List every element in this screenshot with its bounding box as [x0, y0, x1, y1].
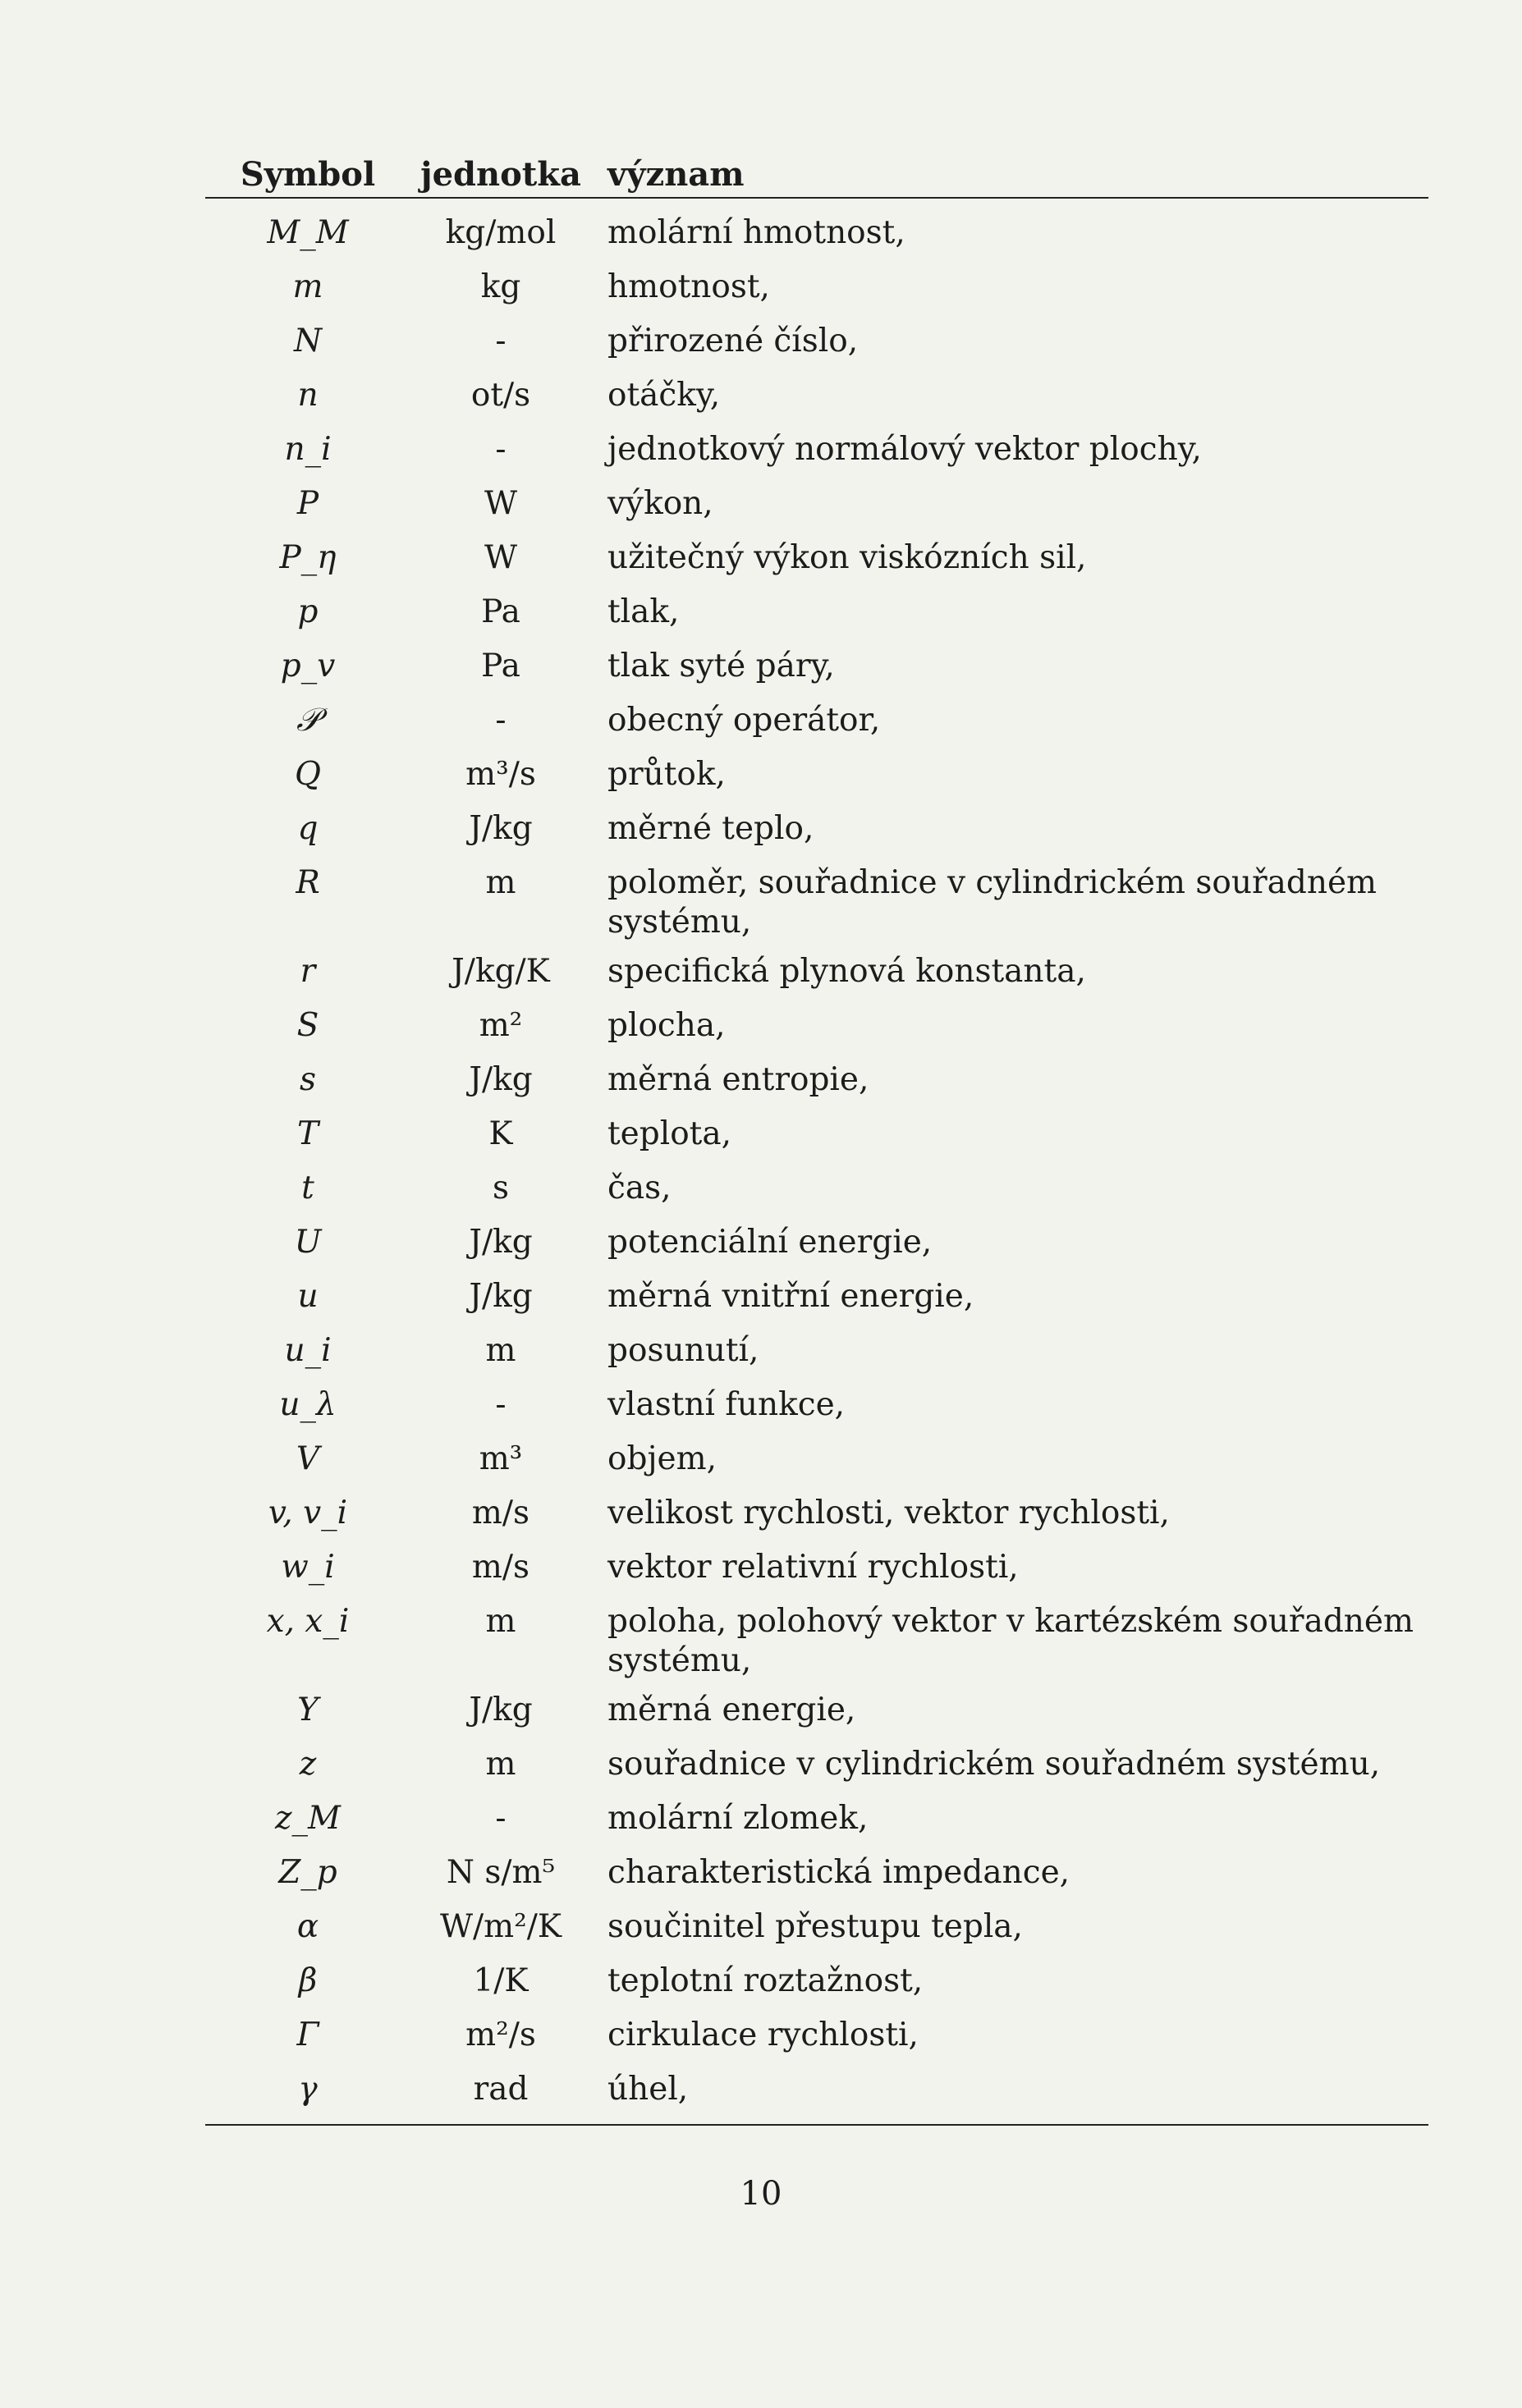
- meaning-cell: součinitel přestupu tepla,: [607, 1908, 1023, 1945]
- symbol-cell: S: [296, 1007, 319, 1044]
- table-row: [205, 1898, 1428, 1952]
- meaning-cell: posunutí,: [607, 1332, 759, 1369]
- table-row: [205, 583, 1428, 637]
- symbol-cell: z_M: [275, 1800, 341, 1837]
- symbol-cell: Q: [295, 756, 321, 793]
- symbol-cell: α: [296, 1908, 319, 1945]
- table-row: [205, 1051, 1428, 1105]
- symbol-cell: v, v_i: [268, 1495, 348, 1531]
- table-row: [205, 854, 1428, 942]
- symbol-cell: p: [297, 593, 319, 630]
- unit-cell: m²/s: [465, 2017, 536, 2053]
- unit-cell: W: [484, 485, 518, 522]
- meaning-cell: vlastní funkce,: [607, 1386, 846, 1423]
- unit-cell: J/kg/K: [452, 953, 550, 990]
- meaning-cell: přirozené číslo,: [607, 323, 859, 359]
- symbol-cell: T: [296, 1115, 319, 1152]
- symbol-cell: P_η: [279, 539, 337, 576]
- header-unit: jednotka: [420, 155, 581, 194]
- symbol-cell: N: [293, 323, 323, 359]
- table-row: [205, 1105, 1428, 1159]
- symbol-cell: Y: [297, 1692, 319, 1728]
- symbol-cell: U: [294, 1224, 322, 1261]
- table-row: [205, 366, 1428, 420]
- unit-cell: m²: [479, 1007, 523, 1044]
- meaning-cell: obecný operátor,: [607, 702, 881, 739]
- unit-cell: kg/mol: [445, 214, 557, 251]
- meaning-cell: otáčky,: [607, 377, 721, 414]
- table-row: [205, 1376, 1428, 1430]
- meaning-cell: poloha, polohový vektor v kartézském souřadném systému,: [607, 1603, 1414, 1679]
- table-row: [205, 799, 1428, 854]
- meaning-cell: teplota,: [607, 1115, 731, 1152]
- table-row: [205, 1321, 1428, 1376]
- table-row: [205, 258, 1428, 312]
- unit-cell: W: [484, 539, 518, 576]
- unit-cell: 1/K: [473, 1962, 529, 1999]
- table-row: [205, 529, 1428, 583]
- meaning-cell: měrná energie,: [607, 1692, 856, 1728]
- unit-cell: m: [485, 1332, 516, 1369]
- unit-cell: m: [485, 864, 516, 901]
- unit-cell: -: [495, 1386, 507, 1423]
- symbol-cell: r: [300, 953, 316, 990]
- symbol-cell: M_M: [267, 214, 349, 251]
- meaning-cell: tlak,: [607, 593, 680, 630]
- unit-cell: Pa: [481, 593, 520, 630]
- symbol-cell: Γ: [296, 2017, 319, 2053]
- meaning-cell: tlak syté páry,: [607, 648, 835, 684]
- table-row: [205, 312, 1428, 366]
- unit-cell: Pa: [481, 648, 520, 684]
- table-row: [205, 1681, 1428, 1735]
- meaning-cell: plocha,: [607, 1007, 726, 1044]
- table-row: [205, 2060, 1428, 2114]
- meaning-cell: charakteristická impedance,: [607, 1854, 1070, 1891]
- unit-cell: W/m²/K: [439, 1908, 562, 1945]
- unit-cell: J/kg: [469, 1061, 533, 1098]
- table-row: [205, 1843, 1428, 1898]
- unit-cell: J/kg: [469, 1692, 533, 1728]
- unit-cell: s: [492, 1170, 509, 1206]
- table-row: [205, 1484, 1428, 1538]
- meaning-cell: objem,: [607, 1440, 717, 1477]
- meaning-cell: molární zlomek,: [607, 1800, 869, 1837]
- symbol-cell: m: [292, 268, 323, 305]
- symbol-cell: z: [299, 1746, 317, 1783]
- unit-cell: K: [488, 1115, 513, 1152]
- unit-cell: m/s: [471, 1495, 530, 1531]
- bottom-rule: [205, 2124, 1428, 2126]
- symbol-cell: V: [296, 1440, 320, 1477]
- symbol-cell: w_i: [281, 1549, 335, 1586]
- unit-cell: kg: [480, 268, 521, 305]
- meaning-cell: vektor relativní rychlosti,: [607, 1549, 1019, 1586]
- symbol-cell: u: [297, 1278, 319, 1315]
- header-meaning: význam: [607, 155, 745, 194]
- meaning-cell: měrné teplo,: [607, 810, 814, 847]
- unit-cell: m/s: [471, 1549, 530, 1586]
- symbol-cell: Z_p: [278, 1854, 337, 1891]
- meaning-cell: cirkulace rychlosti,: [607, 2017, 919, 2053]
- meaning-cell: velikost rychlosti, vektor rychlosti,: [607, 1495, 1170, 1531]
- symbol-cell: γ: [298, 2071, 318, 2108]
- symbol-cell: u_i: [284, 1332, 332, 1369]
- unit-cell: m³: [479, 1440, 523, 1477]
- table-row: [205, 1430, 1428, 1484]
- table-header: [205, 131, 1428, 199]
- meaning-cell: souřadnice v cylindrickém souřadném systému,: [607, 1746, 1381, 1783]
- meaning-cell: molární hmotnost,: [607, 214, 905, 251]
- meaning-cell: poloměr, souřadnice v cylindrickém souřadném systému,: [607, 864, 1378, 941]
- table-row: [205, 420, 1428, 474]
- symbol-cell: n: [297, 377, 319, 414]
- symbol-cell: P: [296, 485, 319, 522]
- unit-cell: -: [495, 431, 507, 468]
- unit-cell: -: [495, 702, 507, 739]
- header-symbol: Symbol: [240, 155, 376, 194]
- meaning-cell: výkon,: [607, 485, 713, 522]
- symbol-cell: β: [298, 1962, 318, 1999]
- meaning-cell: čas,: [607, 1170, 672, 1206]
- symbol-cell: s: [299, 1061, 316, 1098]
- unit-cell: J/kg: [469, 1224, 533, 1261]
- symbol-cell: p_v: [280, 648, 336, 684]
- table-row: [205, 2006, 1428, 2060]
- symbol-cell: u_λ: [279, 1386, 337, 1423]
- meaning-cell: měrná entropie,: [607, 1061, 869, 1098]
- symbol-cell: n_i: [284, 431, 332, 468]
- table-row: [205, 1952, 1428, 2006]
- symbol-table: [205, 131, 1428, 2126]
- unit-cell: J/kg: [469, 810, 533, 847]
- table-row: [205, 1213, 1428, 1267]
- table-row: [205, 691, 1428, 745]
- meaning-cell: průtok,: [607, 756, 726, 793]
- page-number: 10: [740, 2175, 782, 2213]
- unit-cell: N s/m⁵: [446, 1854, 556, 1891]
- unit-cell: rad: [473, 2071, 529, 2108]
- table-row: [205, 1592, 1428, 1681]
- meaning-cell: jednotkový normálový vektor plochy,: [607, 431, 1202, 468]
- symbol-cell: x, x_i: [266, 1603, 350, 1640]
- unit-cell: m³/s: [465, 756, 536, 793]
- meaning-cell: hmotnost,: [607, 268, 770, 305]
- meaning-cell: užitečný výkon viskózních sil,: [607, 539, 1087, 576]
- table-row: [205, 745, 1428, 799]
- table-row: [205, 942, 1428, 996]
- table-row: [205, 996, 1428, 1051]
- meaning-cell: úhel,: [607, 2071, 689, 2108]
- table-row: [205, 637, 1428, 691]
- meaning-cell: teplotní roztažnost,: [607, 1962, 924, 1999]
- unit-cell: J/kg: [469, 1278, 533, 1315]
- unit-cell: -: [495, 323, 507, 359]
- unit-cell: m: [485, 1746, 516, 1783]
- meaning-cell: potenciální energie,: [607, 1224, 933, 1261]
- table-row: [205, 204, 1428, 258]
- table-row: [205, 474, 1428, 529]
- symbol-cell: t: [301, 1170, 314, 1206]
- table-row: [205, 1789, 1428, 1843]
- table-row: [205, 1538, 1428, 1592]
- table-body: [205, 199, 1428, 2114]
- symbol-cell: R: [296, 864, 320, 901]
- unit-cell: ot/s: [470, 377, 531, 414]
- unit-cell: -: [495, 1800, 507, 1837]
- symbol-cell: q: [297, 810, 319, 847]
- table-row: [205, 1159, 1428, 1213]
- meaning-cell: specifická plynová konstanta,: [607, 953, 1086, 990]
- table-row: [205, 1735, 1428, 1789]
- symbol-cell: 𝒫: [296, 702, 320, 739]
- table-row: [205, 1267, 1428, 1321]
- meaning-cell: měrná vnitřní energie,: [607, 1278, 974, 1315]
- unit-cell: m: [485, 1603, 516, 1640]
